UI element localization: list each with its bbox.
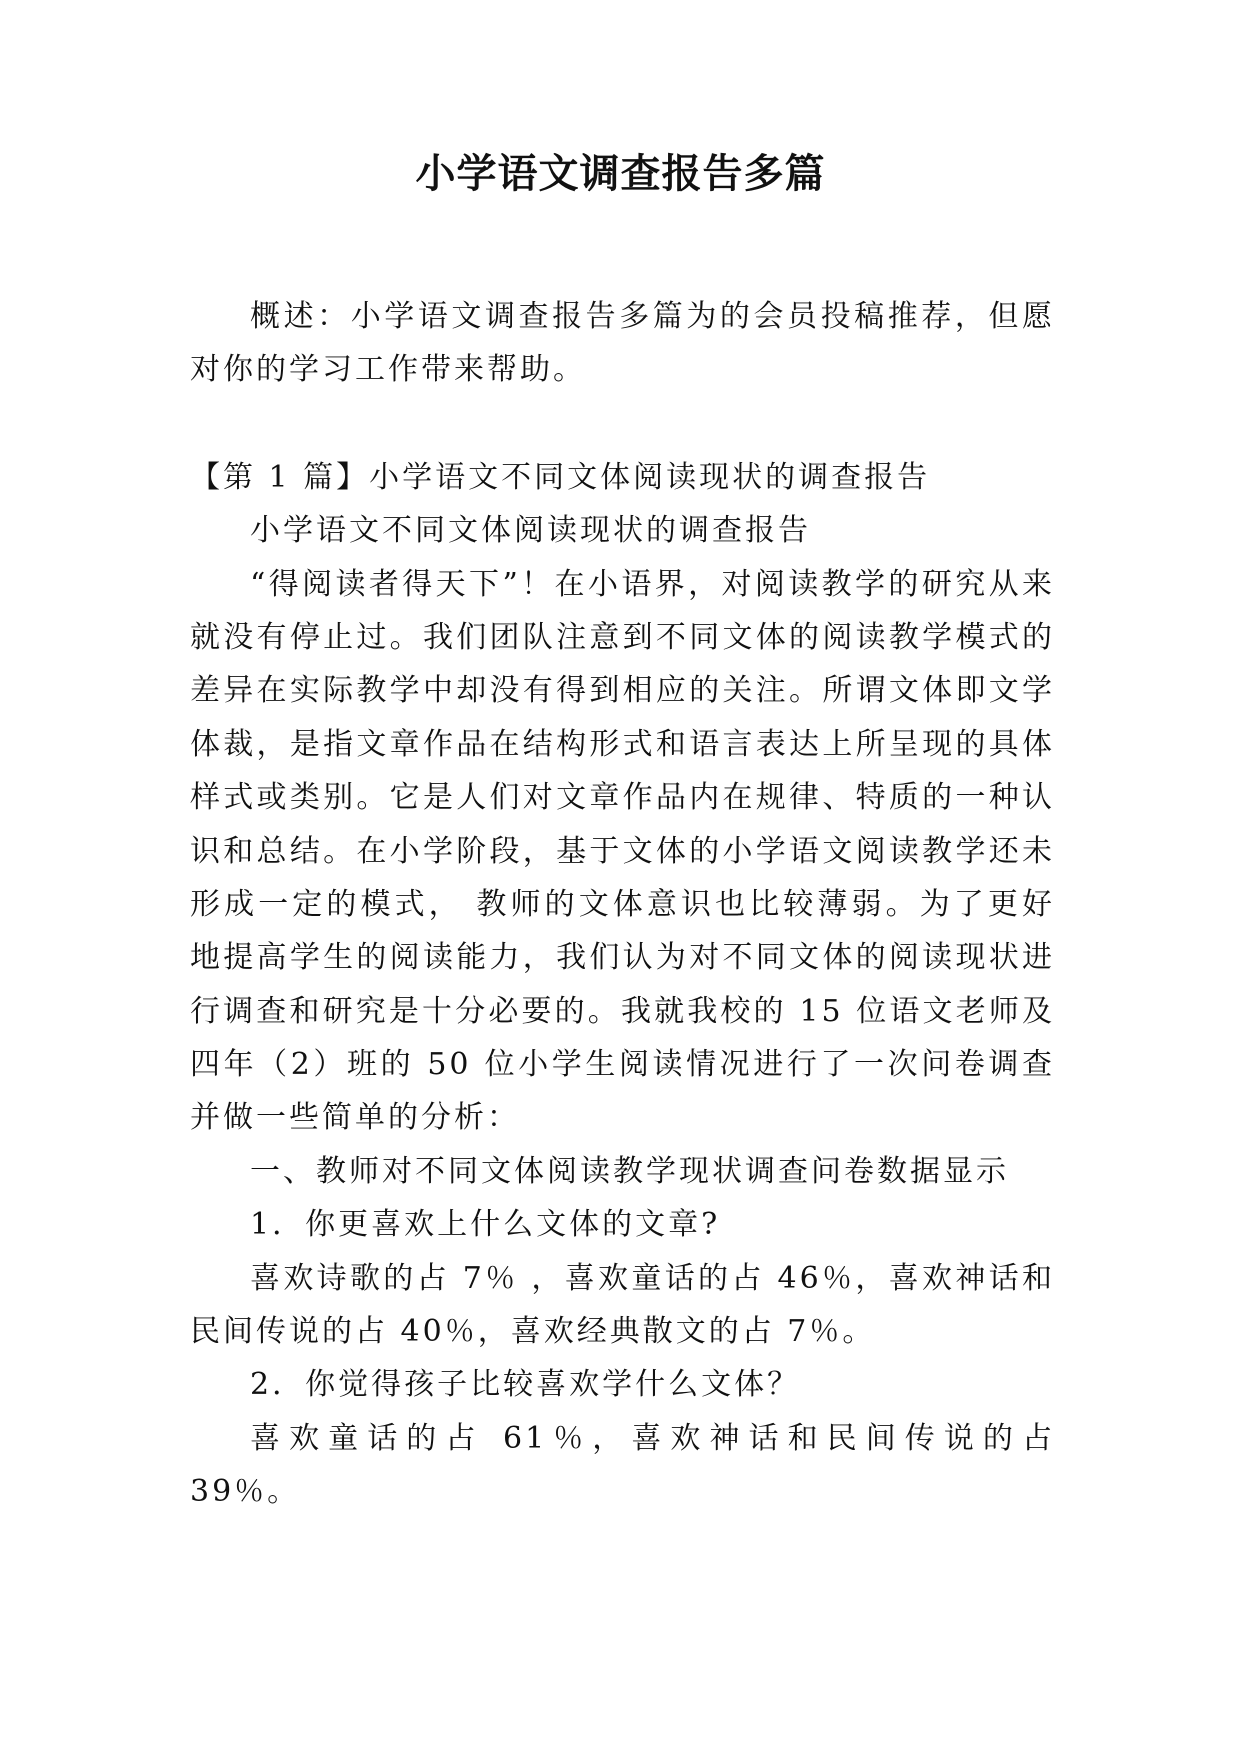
answer-1: 喜欢诗歌的占 7％ ，喜欢童话的占 46％，喜欢神话和民间传说的占 40％，喜欢经典散文的占 7％。 — [190, 1260, 1055, 1350]
section-subtitle: 小学语文不同文体阅读现状的调查报告 — [250, 513, 811, 549]
summary-paragraph: 概述：小学语文调查报告多篇为的会员投稿推荐，但愿对你的学习工作带来帮助。 — [190, 299, 1055, 388]
question-2: 2．你觉得孩子比较喜欢学什么文体？ — [250, 1367, 801, 1403]
section-heading: 【第 1 篇】小学语文不同文体阅读现状的调查报告 — [190, 459, 931, 495]
survey-heading: 一、教师对不同文体阅读教学现状调查问卷数据显示 — [250, 1153, 1009, 1189]
document-title: 小学语文调查报告多篇 — [415, 150, 826, 197]
answer-2: 喜欢童话的占 61％，喜欢神话和民间传说的占 39％。 — [190, 1420, 1055, 1510]
body-paragraph-intro: “得阅读者得天下”！在小语界，对阅读教学的研究从来就没有停止过。我们团队注意到不同文体的阅读教学模式的差异在实际教学中却没有得到相应的关注。所谓文体即文学体裁，是指文章作品在结构形式和语言表达上所呈现的具体样式或类别。它是人们对文章作品内在规律、特质的一种认识和总结。在小学阶段，基于文体的小学语文阅读教学还未形成一定的模式， 教师的文体意识也比较薄弱。为了更好地提高学生的阅读能力，我们认为对不同文体的阅读现状进行调查和研究是十分必要的。我就我校的 15 位语文老师及四年（2）班的 50 位小学生阅读情况进行了一次问卷调查并做一些简单的分析： — [190, 566, 1055, 1136]
document-body — [190, 290, 1055, 1519]
question-1: 1．你更喜欢上什么文体的文章? — [250, 1207, 721, 1243]
